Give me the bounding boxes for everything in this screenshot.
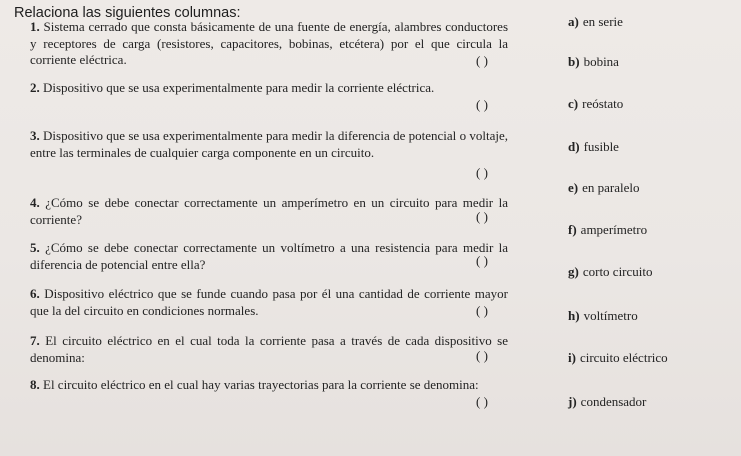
option-g bbox=[568, 264, 653, 280]
option-c bbox=[568, 96, 623, 112]
option-f bbox=[568, 222, 647, 238]
option-text: corto circuito bbox=[582, 264, 653, 279]
question-number: 5. bbox=[30, 240, 40, 255]
answer-blank-4[interactable]: ( ) bbox=[476, 209, 488, 224]
answer-blank-7[interactable]: ( ) bbox=[476, 348, 488, 363]
option-a bbox=[568, 14, 623, 30]
option-i bbox=[568, 350, 668, 366]
answer-blank-2[interactable]: ( ) bbox=[476, 97, 488, 112]
question-4 bbox=[30, 195, 508, 228]
question-5 bbox=[30, 240, 508, 273]
question-text: El circuito eléctrico en el cual hay varias trayectorias para la corriente se denomina: bbox=[43, 377, 479, 392]
question-text: Dispositivo que se usa experimentalmente para medir la diferencia de potencial o voltaje, entre las terminales de cualquier carga componente en un circuito. bbox=[30, 128, 508, 160]
question-7 bbox=[30, 333, 508, 366]
option-letter: j) bbox=[568, 394, 577, 409]
question-number: 3. bbox=[30, 128, 40, 143]
option-text: circuito eléctrico bbox=[579, 350, 668, 365]
option-letter: d) bbox=[568, 139, 580, 154]
question-number: 7. bbox=[30, 333, 40, 348]
option-letter: a) bbox=[568, 14, 579, 29]
question-2 bbox=[30, 80, 508, 97]
option-text: reóstato bbox=[582, 96, 624, 111]
question-number: 6. bbox=[30, 286, 40, 301]
option-text: en serie bbox=[582, 14, 623, 29]
option-letter: b) bbox=[568, 54, 580, 69]
question-text: Dispositivo que se usa experimentalmente para medir la corriente eléctrica. bbox=[43, 80, 435, 95]
question-1 bbox=[30, 19, 508, 69]
option-d bbox=[568, 139, 619, 155]
option-letter: c) bbox=[568, 96, 579, 111]
option-text: en paralelo bbox=[582, 180, 640, 195]
option-text: amperímetro bbox=[580, 222, 648, 237]
question-number: 4. bbox=[30, 195, 40, 210]
question-number: 1. bbox=[30, 19, 40, 34]
option-text: condensador bbox=[580, 394, 647, 409]
answer-blank-3[interactable]: ( ) bbox=[476, 165, 488, 180]
option-text: bobina bbox=[583, 54, 619, 69]
question-number: 8. bbox=[30, 377, 40, 392]
option-e bbox=[568, 180, 640, 196]
question-3 bbox=[30, 128, 508, 161]
option-b bbox=[568, 54, 619, 70]
question-6 bbox=[30, 286, 508, 319]
option-j bbox=[568, 394, 646, 410]
option-letter: g) bbox=[568, 264, 579, 279]
option-letter: f) bbox=[568, 222, 577, 237]
option-text: fusible bbox=[583, 139, 619, 154]
option-h bbox=[568, 308, 638, 324]
question-text: Dispositivo eléctrico que se funde cuando pasa por él una cantidad de corriente mayor que la del circuito en condiciones normales. bbox=[30, 286, 508, 318]
question-text: ¿Cómo se debe conectar correctamente un voltímetro a una resistencia para medir la diferencia de potencial entre ella? bbox=[30, 240, 508, 272]
question-number: 2. bbox=[30, 80, 40, 95]
answer-blank-5[interactable]: ( ) bbox=[476, 253, 488, 268]
page-title: Relaciona las siguientes columnas: bbox=[14, 5, 241, 21]
question-8 bbox=[30, 377, 508, 394]
option-letter: e) bbox=[568, 180, 579, 195]
option-text: voltímetro bbox=[583, 308, 638, 323]
answer-blank-1[interactable]: ( ) bbox=[476, 53, 488, 68]
answer-blank-8[interactable]: ( ) bbox=[476, 394, 488, 409]
question-text: ¿Cómo se debe conectar correctamente un amperímetro en un circuito para medir la corriente? bbox=[30, 195, 508, 227]
option-letter: h) bbox=[568, 308, 580, 323]
option-letter: i) bbox=[568, 350, 576, 365]
answer-blank-6[interactable]: ( ) bbox=[476, 303, 488, 318]
question-text: Sistema cerrado que consta básicamente de una fuente de energía, alambres conductores y receptores de carga (resistores, capacitores, bobinas, etcétera) por el que circula la corriente eléctrica. bbox=[30, 19, 508, 67]
question-text: El circuito eléctrico en el cual toda la corriente pasa a través de cada dispositivo se denomina: bbox=[30, 333, 508, 365]
